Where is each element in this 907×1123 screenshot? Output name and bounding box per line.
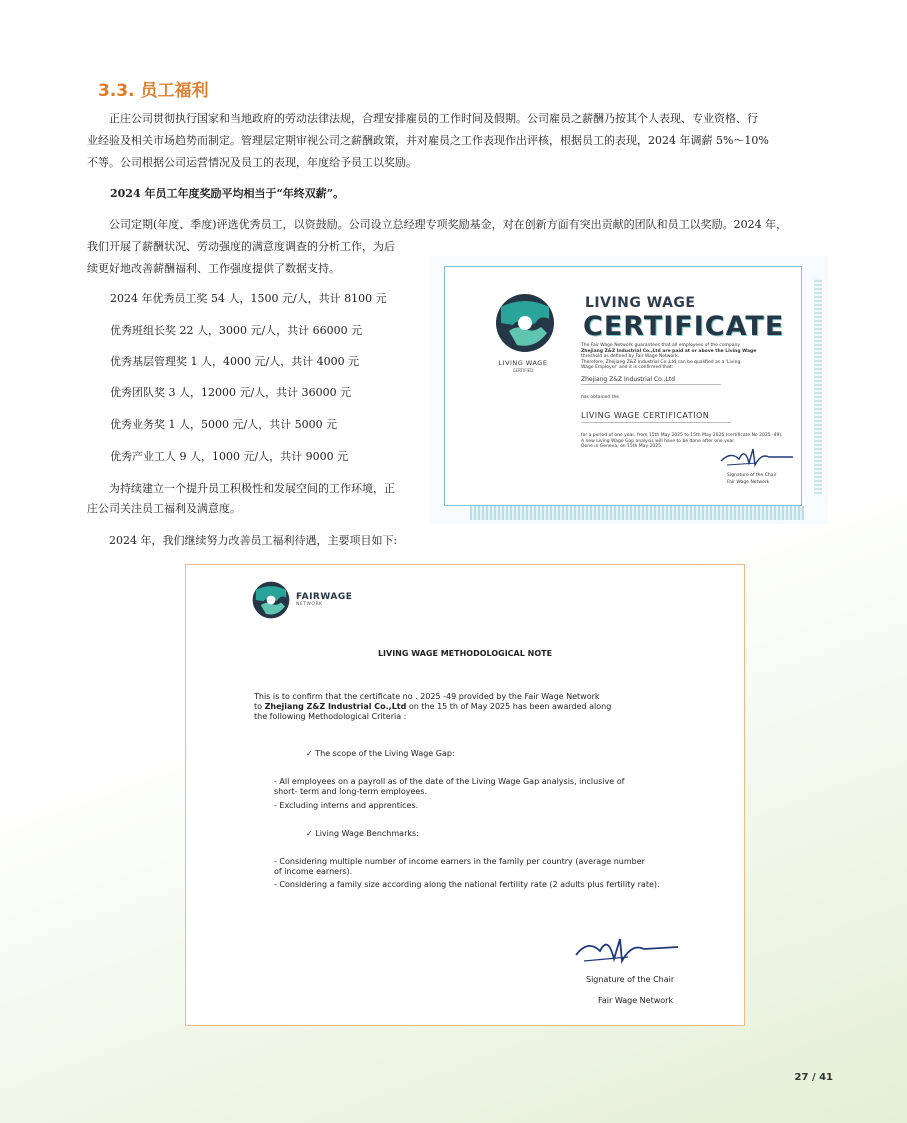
methodological-note [185,564,745,1026]
note-signature-line2: Fair Wage Network [598,996,674,1005]
note-signature-line1: Signature of the Chair [586,975,675,984]
cert-certification-name: LIVING WAGE CERTIFICATION [581,411,731,423]
note-intro-line2 [254,702,674,712]
cert-body [581,343,791,371]
award-item: 优秀团队奖 3 人，12000 元/人，共计 36000 元 [110,386,352,399]
cert-signature-line2: Fair Wage Network [727,480,770,485]
criteria-bullet [274,857,694,877]
paragraph-line: 我们开展了薪酬状况、劳动强度的满意度调查的分析工作，为后 [87,240,395,253]
paragraph-line: 为持续建立一个提升员工积极性和发展空间的工作环境，正 [109,482,395,495]
paragraph-line: 续更好地改善薪酬福利、工作强度提供了数据支持。 [87,262,340,275]
criteria-heading-2: ✓ Living Wage Benchmarks: [306,829,419,838]
cert-logo-label: LIVING WAGE [498,359,548,367]
note-signature-icon [572,931,682,969]
criteria-heading-1: ✓ The scope of the Living Wage Gap: [306,749,455,758]
paragraph-line: 公司定期(年度、季度)评选优秀员工，以资鼓励。公司设立总经理专项奖励基金，对在创新方面有突出贡献的团队和员工以奖励。2024 年， [109,218,788,231]
award-item: 2024 年优秀员工奖 54 人，1500 元/人，共计 8100 元 [110,292,387,305]
certificate-frame [444,266,802,506]
criteria-bullet-line: short- term and long-term employees. [274,787,428,796]
note-title: LIVING WAGE METHODOLOGICAL NOTE [377,649,553,658]
criteria-bullet: - Excluding interns and apprentices. [274,801,419,810]
note-intro-line: This is to confirm that the certificate no . 2025 -49 provided by the Fair Wage Network [254,692,600,701]
fairwage-brand-sub: NETWORK [296,602,323,607]
note-intro-line: the following Methodological Criteria : [254,712,407,721]
cert-period-line: Done in Geneva, on 15th May 2025. [581,444,663,449]
cert-decor-stripe [470,506,804,520]
note-intro-pre: to [254,702,265,711]
note-company: Zhejiang Z&Z Industrial Co.,Ltd [264,702,407,711]
cert-decor-side [814,278,822,494]
cert-logo-sub: CERTIFIED [512,368,534,373]
award-item: 优秀业务奖 1 人，5000 元/人，共计 5000 元 [110,418,338,431]
criteria-bullet-line: - Considering multiple number of income earners in the family per country (average number [274,857,645,866]
criteria-bullet [274,777,694,797]
award-item: 优秀产业工人 9 人，1000 元/人，共计 9000 元 [110,450,349,463]
paragraph-line: 业经验及相关市场趋势而制定。管理层定期审视公司之薪酬政策，并对雇员之工作表现作出评核，根据员工的表现，2024 年调薪 5%～10% [87,134,769,147]
cert-body-line: Wage Employer' and it is confirmed that: [581,365,674,370]
award-item: 优秀班组长奖 22 人，3000 元/人，共计 66000 元 [110,324,363,337]
fairwage-brand: FAIRWAGE [296,592,353,602]
note-intro [254,692,674,722]
cert-company: Zhejiang Z&Z Industrial Co.,Ltd [581,377,721,385]
cert-period-line: A new Living Wage Gap analysis will have to be done after one year. [581,438,736,444]
cert-obtained: has obtained the [581,395,620,400]
cert-signature-line1: Signature of the Chair [727,473,777,478]
fairwage-logo-icon [252,581,290,619]
cert-title-line2: CERTIFICATE [583,311,785,342]
cert-period-line: for a period of one year, from 15th May 2025 to 15th May 2026 (certificate No 2025 -49). [581,433,783,438]
criteria-bullet-line: of income earners). [274,867,353,876]
paragraph-line: 2024 年，我们继续努力改善员工福利待遇，主要项目如下: [109,534,398,547]
bonus-note: 2024 年员工年度奖励平均相当于“年终双薪”。 [110,187,345,200]
award-item: 优秀基层管理奖 1 人，4000 元/人，共计 4000 元 [110,355,360,368]
paragraph-line: 庄公司关注员工福利及满意度。 [87,502,241,515]
cert-body-line: The Fair Wage Network guarantees that all employees of the company [581,343,741,348]
page-number: 27 / 41 [794,1072,833,1083]
cert-title-line1: LIVING WAGE [585,295,696,311]
criteria-bullet: - Considering a family size according along the national fertility rate (2 adults plus fertility rate). [274,880,660,889]
cert-body-line: Therefore, Zhejiang Z&Z Industrial Co.,Ltd can be qualified as a 'Living [581,359,741,365]
note-intro-post: on the 15 th of May 2025 has been awarded along [406,702,612,711]
section-heading: 3.3. 员工福利 [98,81,209,101]
cert-signature-icon [717,443,797,471]
paragraph-line: 不等。公司根据公司运营情况及员工的表现，年度给予员工以奖励。 [87,156,417,169]
paragraph-line: 正庄公司贯彻执行国家和当地政府的劳动法律法规，合理安排雇员的工作时间及假期。公司雇员之薪酬乃按其个人表现、专业资格、行 [109,112,758,125]
criteria-bullet-line: - All employees on a payroll as of the date of the Living Wage Gap analysis, inclusive of [274,777,625,786]
cert-body-line: threshold as defined by Fair Wage Network. [581,354,680,359]
living-wage-certificate [430,256,828,524]
puzzle-logo-icon [495,293,555,353]
paragraph-salary [87,108,827,130]
cert-body-line: Zhejiang Z&Z Industrial Co.,Ltd are paid at or above the Living Wage [581,348,757,354]
